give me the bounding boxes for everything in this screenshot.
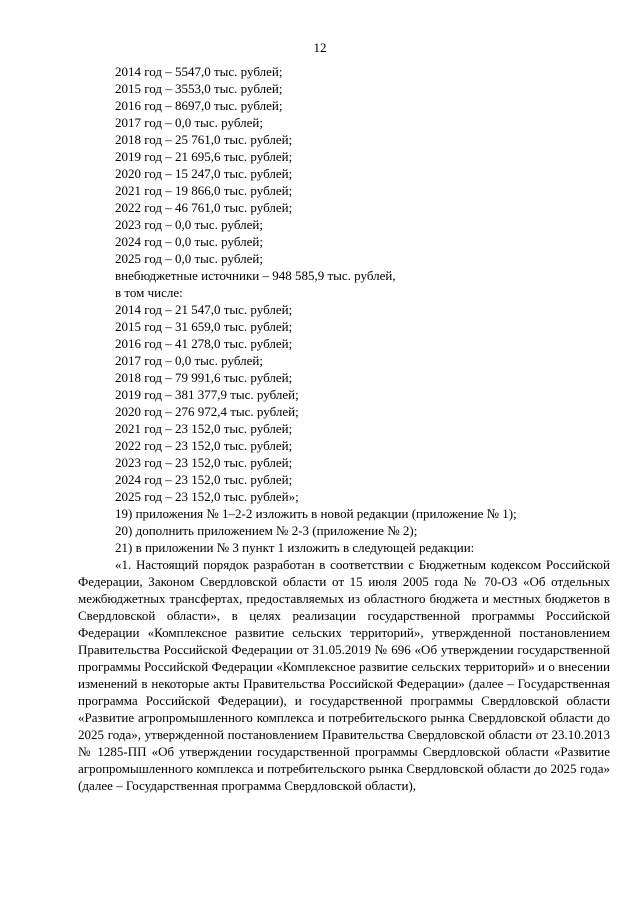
- text-line: 21) в приложении № 3 пункт 1 изложить в следующей редакции:: [115, 540, 475, 555]
- text-line: 2017 год – 0,0 тыс. рублей;: [115, 353, 263, 368]
- text-line: 2019 год – 381 377,9 тыс. рублей;: [115, 387, 299, 402]
- text-line: внебюджетные источники – 948 585,9 тыс. рублей,: [115, 268, 396, 283]
- page-number: 12: [313, 40, 327, 55]
- text-line: 2017 год – 0,0 тыс. рублей;: [115, 115, 263, 130]
- text-line: 2024 год – 0,0 тыс. рублей;: [115, 234, 263, 249]
- text-line: 2020 год – 15 247,0 тыс. рублей;: [115, 166, 293, 181]
- body-paragraph: «1. Настоящий порядок разработан в соответствии с Бюджетным кодексом Российской Федерации, Законом Свердловской области от 15 июля 2005 года № 70-ОЗ «Об отдельных межбюджетных трансфертах, предоставляемых из областного бюджета и местных бюджетов в Свердловской области», в целях реализации государственной программы Российской Федерации «Комплексное развитие сельских территорий», утвержденной постановлением Правительства Российской Федерации от 31.05.2019 № 696 «Об утверждении государственной программы Российской Федерации «Комплексное развитие сельских территорий» и о внесении изменений в некоторые акты Правительства Российской Федерации» (далее – Государственная программа Российской Федерации), и государственной программы Свердловской области «Развитие агропромышленного комплекса и потребительского рынка Свердловской области до 2025 года», утвержденной постановлением Правительства Свердловской области от 23.10.2013 № 1285-ПП «Об утверждении государственной программы Свердловской области «Развитие агропромышленного комплекса и потребительского рынка Свердловской области до 2025 года» (далее – Государственная программа Свердловской области),: [78, 557, 610, 793]
- document-body: [78, 63, 610, 794]
- text-line: 19) приложения № 1–2-2 изложить в новой редакции (приложение № 1);: [115, 506, 517, 521]
- text-line: 2025 год – 23 152,0 тыс. рублей»;: [115, 489, 299, 504]
- text-line: 2015 год – 31 659,0 тыс. рублей;: [115, 319, 293, 334]
- text-line: 2020 год – 276 972,4 тыс. рублей;: [115, 404, 299, 419]
- text-line: 2019 год – 21 695,6 тыс. рублей;: [115, 149, 293, 164]
- text-line: в том числе:: [115, 285, 183, 300]
- text-line: 2016 год – 8697,0 тыс. рублей;: [115, 98, 283, 113]
- text-line: 2021 год – 23 152,0 тыс. рублей;: [115, 421, 293, 436]
- text-line: 2016 год – 41 278,0 тыс. рублей;: [115, 336, 293, 351]
- text-line: 2025 год – 0,0 тыс. рублей;: [115, 251, 263, 266]
- text-line: 2021 год – 19 866,0 тыс. рублей;: [115, 183, 293, 198]
- text-line: 2022 год – 46 761,0 тыс. рублей;: [115, 200, 293, 215]
- text-line: 20) дополнить приложением № 2-3 (приложение № 2);: [115, 523, 418, 538]
- text-line: 2024 год – 23 152,0 тыс. рублей;: [115, 472, 293, 487]
- text-line: 2018 год – 25 761,0 тыс. рублей;: [115, 132, 293, 147]
- text-line: 2023 год – 23 152,0 тыс. рублей;: [115, 455, 293, 470]
- text-line: 2018 год – 79 991,6 тыс. рублей;: [115, 370, 293, 385]
- text-line: 2022 год – 23 152,0 тыс. рублей;: [115, 438, 293, 453]
- text-line: 2023 год – 0,0 тыс. рублей;: [115, 217, 263, 232]
- text-line: 2014 год – 21 547,0 тыс. рублей;: [115, 302, 293, 317]
- text-line: 2014 год – 5547,0 тыс. рублей;: [115, 64, 283, 79]
- text-line: 2015 год – 3553,0 тыс. рублей;: [115, 81, 283, 96]
